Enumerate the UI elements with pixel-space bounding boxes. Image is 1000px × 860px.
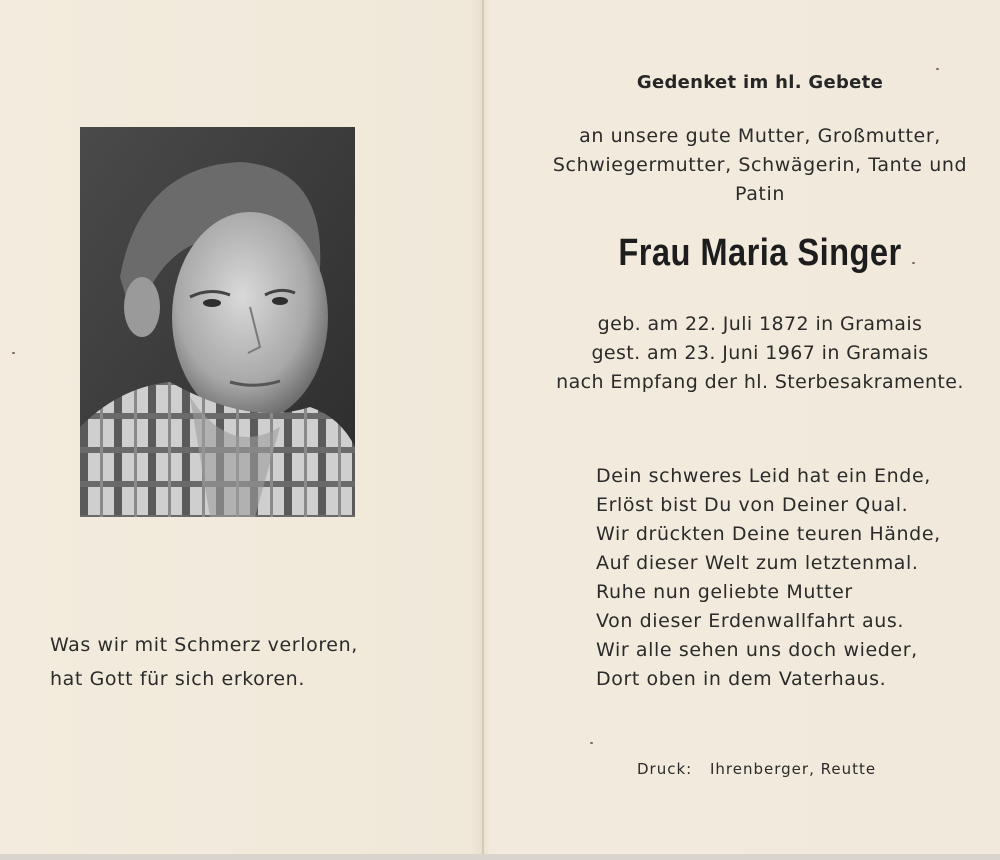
left-couplet: [50, 628, 410, 696]
portrait-image: [80, 127, 355, 517]
date-line: gest. am 23. Juni 1967 in Gramais: [591, 342, 929, 364]
card-fold: [482, 0, 484, 860]
poem-line: Wir drückten Deine teuren Hände,: [596, 523, 941, 545]
poem-line: Erlöst bist Du von Deiner Qual.: [596, 494, 909, 516]
dedication-text: [540, 122, 980, 209]
couplet-line: hat Gott für sich erkoren.: [50, 668, 305, 690]
memorial-poem: [596, 462, 976, 694]
printer-credit: [637, 760, 977, 778]
date-line: geb. am 22. Juli 1872 in Gramais: [597, 313, 923, 335]
intro-line: Schwiegermutter, Schwägerin, Tante und: [552, 154, 968, 176]
date-line: nach Empfang der hl. Sterbesakramente.: [556, 371, 964, 393]
card-bottom-edge: [0, 854, 1000, 860]
poem-line: Von dieser Erdenwallfahrt aus.: [596, 610, 905, 632]
paper-speck: [936, 68, 939, 70]
poem-line: Dein schweres Leid hat ein Ende,: [596, 465, 931, 487]
intro-line: Patin: [734, 183, 786, 205]
poem-line: Wir alle sehen uns doch wieder,: [596, 639, 918, 661]
paper-speck: [912, 262, 915, 264]
poem-line: Ruhe nun geliebte Mutter: [596, 581, 853, 603]
life-dates: [540, 310, 980, 397]
poem-line: Auf dieser Welt zum letztenmal.: [596, 552, 919, 574]
poem-line: Dort oben in dem Vaterhaus.: [596, 668, 887, 690]
paper-speck: [12, 352, 15, 354]
intro-line: an unsere gute Mutter, Großmutter,: [579, 125, 941, 147]
portrait-photo: [80, 127, 355, 517]
deceased-name: Frau Maria Singer: [618, 232, 902, 274]
printer-label: Druck:: [637, 760, 693, 778]
paper-speck: [590, 742, 593, 744]
couplet-line: Was wir mit Schmerz verloren,: [50, 634, 358, 656]
printer-name: Ihrenberger, Reutte: [710, 760, 877, 778]
card-heading: Gedenket im hl. Gebete: [636, 72, 884, 93]
